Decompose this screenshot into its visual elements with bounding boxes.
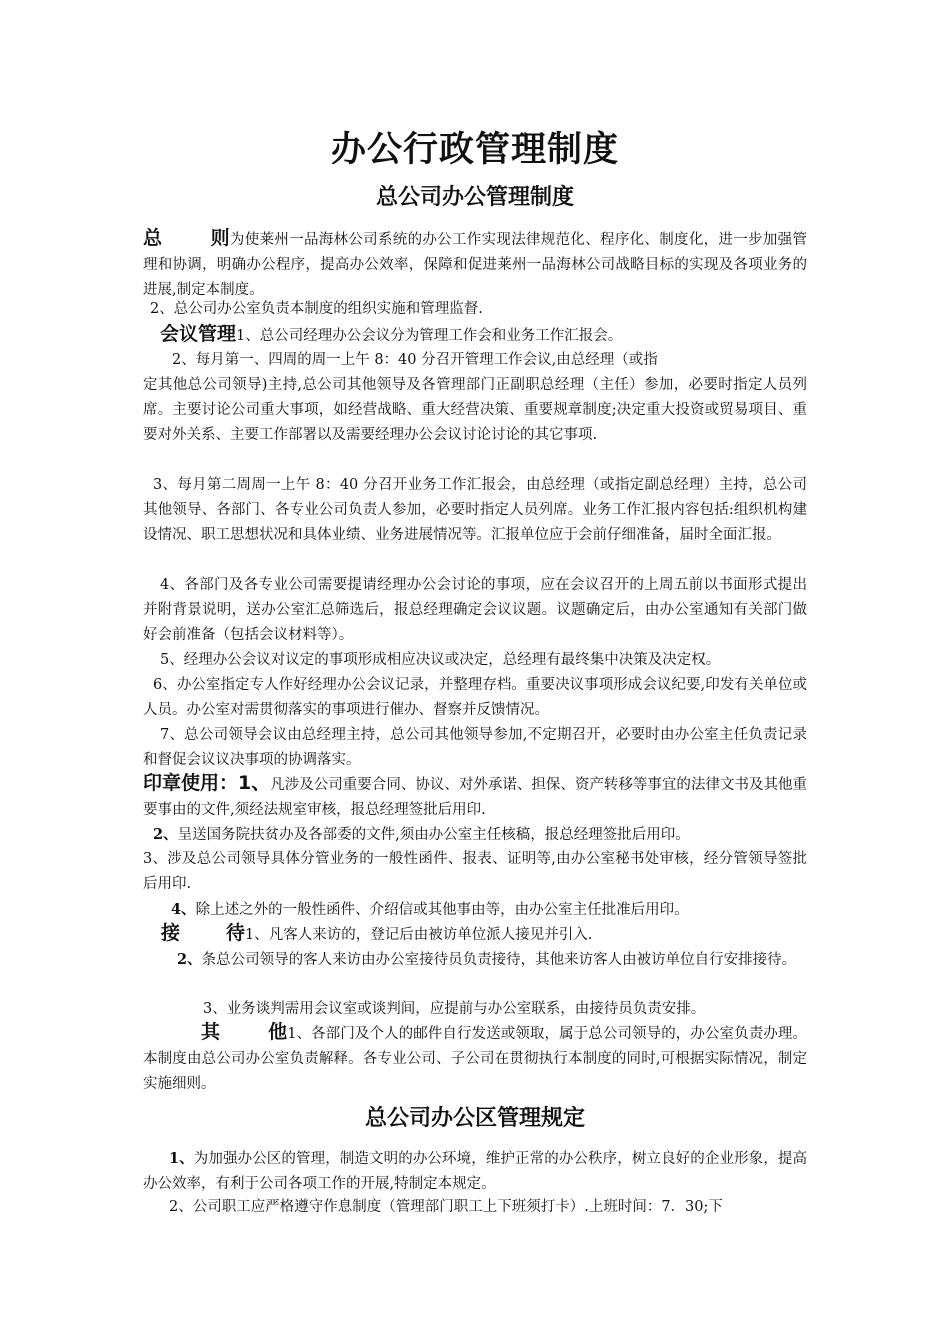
general-label-2: 则 [210, 227, 230, 249]
meeting-label: 会议管理 [160, 323, 237, 345]
seal-item-3: 3、涉及总公司领导具体分管业务的一般性函件、报表、证明等,由办公室秘书处审核，经分管领导签批后用印. [143, 851, 807, 892]
meeting-item-1: 1、总公司经理办公会议分为管理工作会和业务工作汇报会。 [236, 328, 623, 344]
meeting-item-1-line [160, 322, 824, 349]
document-title: 办公行政管理制度 [330, 130, 619, 170]
section-heading-office-management: 总公司办公管理制度 [375, 185, 574, 210]
general-text: 为使莱州一品海林公司系统的办公工作实现法律规范化、程序化、制度化，进一步加强管理和协调，明确办公程序，提高办公效率，保障和促进莱州一品海林公司战略目标的实现及各项业务的进展,制定本制度。 [143, 232, 807, 298]
seal-item-4: 除上述之外的一般性函件、介绍信或其他事由等，由办公室主任批准后用印。 [195, 902, 689, 918]
general-item-2: 2、总公司办公室负责本制度的组织实施和管理监督. [150, 301, 483, 317]
seal-item-2-line [153, 822, 817, 848]
office-area-item-2: 2、公司职工应严格遵守作息制度（管理部门职工上下班须打卡）.上班时间：7．30;下 [169, 1199, 723, 1215]
other-item-1: 1、各部门及个人的邮件自行发送或领取，属于总公司领导的，办公室负责办理。本制度由总公司办公室负责解释。各专业公司、子公司在贯彻执行本制度的同时,可根据实际情况，制定实施细则。 [143, 1026, 807, 1092]
office-area-item-1-paragraph [143, 1146, 807, 1197]
general-provisions-paragraph [143, 226, 807, 303]
other-label-1: 其 [201, 1021, 221, 1043]
meeting-item-7: 7、总公司领导会议由总经理主持，总公司其他领导参加,不定期召开，必要时由办公室主任负责记录和督促会议议决事项的协调落实。 [143, 727, 807, 768]
seal-item-1-paragraph [143, 771, 807, 823]
reception-item-2-paragraph [143, 947, 807, 973]
reception-item-3: 3、业务谈判需用会议室或谈判间，应提前与办公室联系，由接待员负责安排。 [203, 1001, 706, 1017]
reception-item-2-number: 2、 [177, 951, 202, 968]
seal-label: 印章使用：1、 [143, 772, 271, 794]
office-area-item-1: 为加强办公区的管理，制造文明的办公环境，维护正常的办公秩序，树立良好的企业形象，提高办公效率，有利于公司各项工作的开展,特制定本规定。 [143, 1151, 807, 1192]
meeting-item-2-rest: 定其他总公司领导)主持,总公司其他领导及各管理部门正副职总经理（主任）参加，必要时指定人员列席。主要讨论公司重大事项，如经营战略、重大经营决策、重要规章制度;决定重大投资或贸易项目、重要对外关系、主要工作部署以及需要经理办公会议讨论讨论的其它事项. [143, 377, 807, 443]
reception-label-1: 接 [161, 922, 181, 944]
general-label-1: 总 [143, 227, 163, 249]
other-paragraph [143, 1020, 807, 1097]
meeting-item-3: 3、每月第二周周一上午 8：40 分召开业务工作汇报会，由总经理（或指定副总经理）主持，总公司其他领导、各部门、各专业公司负责人参加，必要时指定人员列席。业务工作汇报内容包括:组织机构建设情况、职工思想状况和具体业绩、业务进展情况等。汇报单位应于会前仔细准备，届时全面汇报。 [143, 477, 807, 543]
reception-item-1-line [161, 921, 825, 948]
seal-item-4-line [171, 897, 835, 923]
seal-item-4-number: 4、 [171, 901, 196, 918]
reception-item-2: 条总公司领导的客人来访由办公室接待员负责接待，其他来访客人由被访单位自行安排接待。 [201, 952, 797, 968]
other-label-2: 他 [268, 1021, 288, 1043]
section-heading-office-area: 总公司办公区管理规定 [364, 1106, 585, 1131]
meeting-item-6: 6、办公室指定专人作好经理办公会议记录，并整理存档。重要决议事项形成会议纪要,印发有关单位或人员。办公室对需贯彻落实的事项进行催办、督察并反馈情况。 [143, 677, 807, 718]
seal-item-2-number: 2、 [153, 826, 178, 843]
reception-label-2: 待 [226, 922, 246, 944]
office-area-item-1-number: 1、 [169, 1150, 194, 1167]
seal-item-1: 凡涉及公司重要合同、协议、对外承诺、担保、资产转移等事宜的法律文书及其他重要事由的文件,须经法规室审核，报总经理签批后用印. [143, 777, 807, 818]
meeting-item-5: 5、经理办公会议对议定的事项形成相应决议或决定，总经理有最终集中决策及决定权。 [160, 652, 721, 668]
meeting-item-4: 4、各部门及各专业公司需要提请经理办公会讨论的事项，应在会议召开的上周五前以书面形式提出并附背景说明，送办公室汇总筛选后，报总经理确定会议议题。议题确定后，由办公室通知有关部门做好会前准备（包括会议材料等）。 [143, 577, 807, 643]
seal-item-2: 呈送国务院扶贫办及各部委的文件,须由办公室主任核稿，报总经理签批后用印。 [177, 827, 690, 843]
reception-item-1: 1、凡客人来访的，登记后由被访单位派人接见并引入. [245, 927, 593, 943]
meeting-item-2-head: 2、每月第一、四周的周一上午 8：40 分召开管理工作会议,由总经理（或指 [172, 352, 658, 368]
